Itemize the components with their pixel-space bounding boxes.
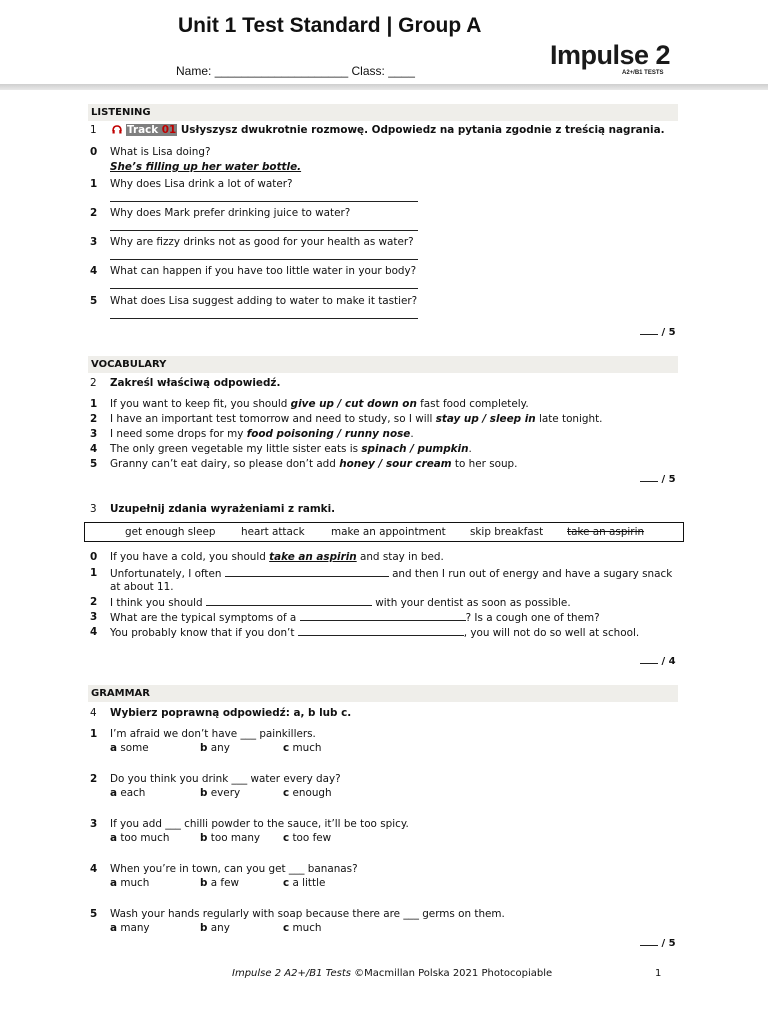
headphones-icon xyxy=(112,125,122,134)
name-class-line xyxy=(176,64,415,78)
class-field[interactable]: ____ xyxy=(388,64,415,78)
item-text-before: I need some drops for my xyxy=(110,428,247,440)
footer-title: Impulse 2 A2+/B1 Tests xyxy=(232,968,351,979)
option-text: any xyxy=(210,922,230,934)
class-label: Class: xyxy=(351,64,385,78)
question-number: 1 xyxy=(90,728,98,740)
item-number: 4 xyxy=(90,443,98,455)
option-text: much xyxy=(292,922,322,934)
question-number: 2 xyxy=(90,207,98,219)
word-box xyxy=(84,522,684,542)
option-c[interactable]: c too few xyxy=(283,832,332,844)
score-vocab-ex3: / 4 xyxy=(640,654,676,667)
item-text-after: . xyxy=(410,428,414,440)
option-b[interactable]: b too many xyxy=(200,832,261,844)
option-text: each xyxy=(120,787,146,799)
word-box-item: get enough sleep xyxy=(125,526,216,538)
option-a[interactable]: a many xyxy=(110,922,150,934)
answer-blank[interactable] xyxy=(300,610,466,621)
item-number: 3 xyxy=(90,428,98,440)
option-a[interactable]: a much xyxy=(110,877,150,889)
section-heading-grammar: GRAMMAR xyxy=(88,685,678,702)
item-text xyxy=(110,412,602,426)
score-vocab-ex2: / 5 xyxy=(640,472,676,485)
item-number: 2 xyxy=(90,413,98,425)
option-c[interactable]: c a little xyxy=(283,877,326,889)
item-text-before: If you want to keep fit, you should xyxy=(110,398,291,410)
item-text-after: with your dentist as soon as possible. xyxy=(371,597,571,609)
question-number: 4 xyxy=(90,863,98,875)
score-listening: / 5 xyxy=(640,325,676,338)
score-grammar: / 5 xyxy=(640,936,676,949)
item-text-before: You probably know that if you don’t xyxy=(110,627,298,639)
answer-blank[interactable] xyxy=(206,595,372,606)
question-text: Why does Lisa drink a lot of water? xyxy=(110,178,293,190)
item-text-before: Granny can’t eat dairy, so please don’t add xyxy=(110,458,340,470)
brand-subtitle: A2+/B1 TESTS xyxy=(622,70,664,76)
question-number: 4 xyxy=(90,265,98,277)
section-heading-listening: LISTENING xyxy=(88,104,678,121)
option-text: any xyxy=(210,742,230,754)
item-text-continued: at about 11. xyxy=(110,581,174,593)
answer-blank[interactable] xyxy=(225,566,389,577)
item-text-before: The only green vegetable my little sister eats is xyxy=(110,443,362,455)
option-b[interactable]: b any xyxy=(200,742,230,754)
item-text xyxy=(110,595,571,610)
question-number: 1 xyxy=(90,178,98,190)
option-b[interactable]: b a few xyxy=(200,877,239,889)
item-text-before: What are the typical symptoms of a xyxy=(110,612,300,624)
answer-line[interactable] xyxy=(110,288,418,289)
question-text: If you add ___ chilli powder to the sauce, it’ll be too spicy. xyxy=(110,818,409,830)
exercise-number: 1 xyxy=(90,124,97,136)
item-text xyxy=(110,610,600,625)
question-number: 2 xyxy=(90,773,98,785)
option-text: enough xyxy=(292,787,332,799)
item-text-after: and then I run out of energy and have a sugary snack xyxy=(388,568,673,580)
answer-blank[interactable] xyxy=(298,625,464,636)
item-text-after: to her soup. xyxy=(451,458,518,470)
item-number: 1 xyxy=(90,398,98,410)
item-number: 3 xyxy=(90,611,98,623)
question-text: When you’re in town, can you get ___ bananas? xyxy=(110,863,358,875)
answer-line[interactable] xyxy=(110,230,418,231)
option-a[interactable]: a too much xyxy=(110,832,170,844)
choice-options[interactable]: stay up / sleep in xyxy=(435,413,536,425)
option-text: some xyxy=(120,742,149,754)
word-box-item: make an appointment xyxy=(331,526,446,538)
question-text: Wash your hands regularly with soap because there are ___ germs on them. xyxy=(110,908,505,920)
choice-options[interactable]: honey / sour cream xyxy=(339,458,452,470)
option-text: a few xyxy=(210,877,239,889)
answer-line[interactable] xyxy=(110,201,418,202)
page-number: 1 xyxy=(655,968,662,979)
word-box-item: skip breakfast xyxy=(470,526,544,538)
item-text-before: I think you should xyxy=(110,597,206,609)
option-text: much xyxy=(120,877,150,889)
option-a[interactable]: a each xyxy=(110,787,146,799)
question-text: Why are fizzy drinks not as good for your health as water? xyxy=(110,236,414,248)
instruction-text: Usłyszysz dwukrotnie rozmowę. Odpowiedz na pytania zgodnie z treścią nagrania. xyxy=(180,124,665,136)
choice-options[interactable]: give up / cut down on xyxy=(290,398,417,410)
answer-line[interactable] xyxy=(110,318,418,319)
choice-options[interactable]: spinach / pumpkin xyxy=(361,443,469,455)
item-text xyxy=(110,427,414,441)
item-text xyxy=(110,397,529,411)
option-text: too few xyxy=(292,832,332,844)
item-text-after: . xyxy=(468,443,472,455)
track-label[interactable]: Track 01 xyxy=(127,124,177,136)
page-title: Unit 1 Test Standard | Group A xyxy=(178,14,482,37)
option-text: too much xyxy=(120,832,170,844)
item-number: 2 xyxy=(90,596,98,608)
question-number: 5 xyxy=(90,908,98,920)
item-text-before: Unfortunately, I often xyxy=(110,568,225,580)
name-label: Name: xyxy=(176,64,212,78)
item-text-after: late tonight. xyxy=(535,413,603,425)
option-c[interactable]: c much xyxy=(283,742,322,754)
option-text: too many xyxy=(210,832,261,844)
option-c[interactable]: c enough xyxy=(283,787,332,799)
choice-options[interactable]: food poisoning / runny nose xyxy=(246,428,411,440)
option-text: a little xyxy=(292,877,326,889)
option-text: much xyxy=(292,742,322,754)
question-number: 3 xyxy=(90,236,98,248)
header-divider xyxy=(0,84,768,90)
item-text-after: , you will not do so well at school. xyxy=(463,627,640,639)
question-number: 5 xyxy=(90,295,98,307)
item-text xyxy=(110,442,472,456)
option-text: every xyxy=(210,787,241,799)
item-number: 4 xyxy=(90,626,98,638)
item-text xyxy=(110,625,639,640)
brand-logo: Impulse 2 xyxy=(549,40,670,70)
name-field[interactable]: ____________________ xyxy=(214,64,349,78)
option-a[interactable]: a some xyxy=(110,742,149,754)
footer xyxy=(232,968,552,979)
footer-copyright: ©Macmillan Polska 2021 Photocopiable xyxy=(350,968,553,979)
question-text: What does Lisa suggest adding to water to make it tastier? xyxy=(110,295,418,307)
option-b[interactable]: b every xyxy=(200,787,241,799)
item-text-after: ? Is a cough one of them? xyxy=(465,612,600,624)
question-text: Do you think you drink ___ water every day? xyxy=(110,773,341,785)
item-number: 1 xyxy=(90,567,98,579)
item-text xyxy=(110,457,517,471)
question-text: Why does Mark prefer drinking juice to water? xyxy=(110,207,351,219)
question-text: What can happen if you have too little water in your body? xyxy=(110,265,417,277)
option-c[interactable]: c much xyxy=(283,922,322,934)
word-box-item: heart attack xyxy=(241,526,305,538)
question-text: I’m afraid we don’t have ___ painkillers. xyxy=(110,728,316,740)
item-text-after: fast food completely. xyxy=(416,398,529,410)
option-b[interactable]: b any xyxy=(200,922,230,934)
section-heading-vocabulary: VOCABULARY xyxy=(88,356,678,373)
option-text: many xyxy=(120,922,150,934)
answer-line[interactable] xyxy=(110,259,418,260)
item-number: 5 xyxy=(90,458,98,470)
item-text-before: I have an important test tomorrow and need to study, so I will xyxy=(110,413,436,425)
item-text xyxy=(110,566,672,581)
word-box-item-used: take an aspirin xyxy=(567,526,645,538)
question-number: 3 xyxy=(90,818,98,830)
